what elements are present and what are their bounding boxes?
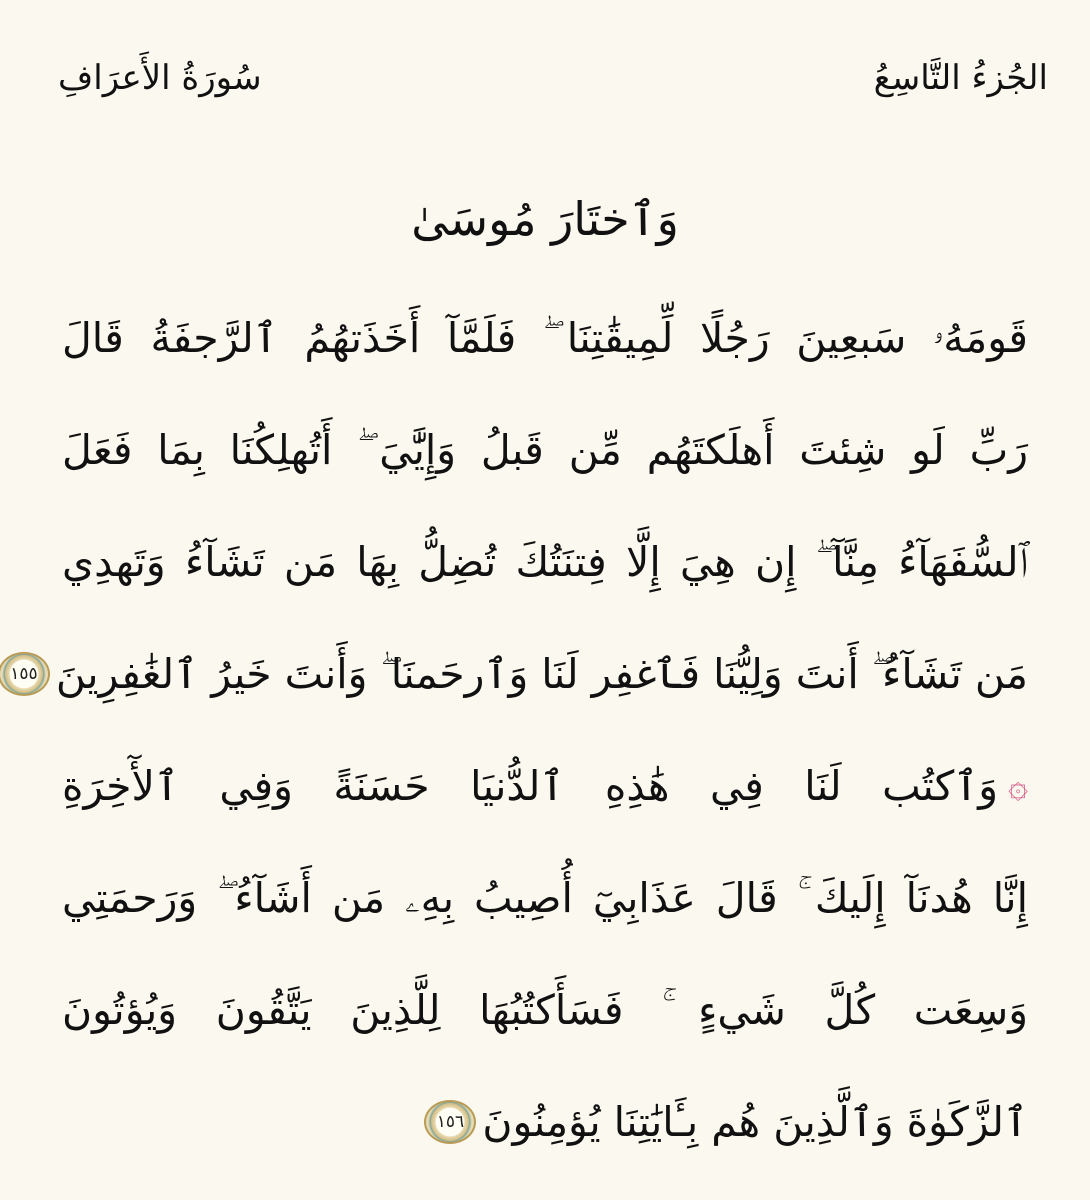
verse-lines: [10, 282, 1028, 1178]
verse-text: وَسِعَت كُلَّ شَيءٍ ۚ فَسَأَكتُبُهَا لِلَّذِينَ يَتَّقُونَ وَيُؤتُونَ: [62, 986, 1028, 1034]
verse-text: رَبِّ لَو شِئتَ أَهلَكتَهُم مِّن قَبلُ وَإِيَّٰيَ ۖ أَتُهلِكُنَا بِمَا فَعَلَ: [62, 426, 1028, 474]
hizb-star-icon: ۞: [1008, 766, 1028, 806]
verse-line: [62, 730, 1028, 842]
verse-text: ٱلسُّفَهَآءُ مِنَّآ ۖ إِن هِيَ إِلَّا فِتنَتُكَ تُضِلُّ بِهَا مَن تَشَآءُ وَتَهدِي: [62, 538, 1028, 586]
verse-line: [62, 842, 1028, 954]
verse-text: ٱلزَّكَوٰةَ وَٱلَّذِينَ هُم بِـَٔايَٰتِنَا يُؤمِنُونَ: [482, 1098, 1028, 1146]
verse-line: [10, 618, 1028, 730]
verse-text: إِنَّا هُدنَآ إِلَيكَ ۚ قَالَ عَذَابِيٓ أُصِيبُ بِهِۦ مَن أَشَآءُ ۖ وَرَحمَتِي: [62, 874, 1028, 922]
verse-text: مَن تَشَآءُ ۖ أَنتَ وَلِيُّنَا فَٱغفِر لَنَا وَٱرحَمنَا ۖ وَأَنتَ خَيرُ ٱلغَٰفِرِينَ: [55, 650, 1028, 698]
juz-title: الجُزءُ التَّاسِعُ: [873, 58, 1048, 98]
verse-text: وَٱكتُب لَنَا فِي هَٰذِهِ ٱلدُّنيَا حَسَنَةً وَفِي ٱلأٓخِرَةِ: [62, 762, 999, 810]
verse-line: [62, 1066, 1028, 1178]
verse-line: [62, 506, 1028, 618]
verse-line: [62, 954, 1028, 1066]
verse-line: [62, 394, 1028, 506]
verse-text: قَومَهُۥ سَبعِينَ رَجُلًا لِّمِيقَٰتِنَا ۖ فَلَمَّآ أَخَذَتهُمُ ٱلرَّجفَةُ قَالَ: [62, 314, 1028, 362]
intro-line: وَٱختَارَ مُوسَىٰ: [411, 192, 679, 246]
ayah-number-marker: ١٥٦: [424, 1100, 476, 1144]
verse-line: [62, 282, 1028, 394]
ayah-number-marker: ١٥٥: [0, 652, 50, 696]
surah-title: سُورَةُ الأَعرَافِ: [58, 58, 262, 98]
